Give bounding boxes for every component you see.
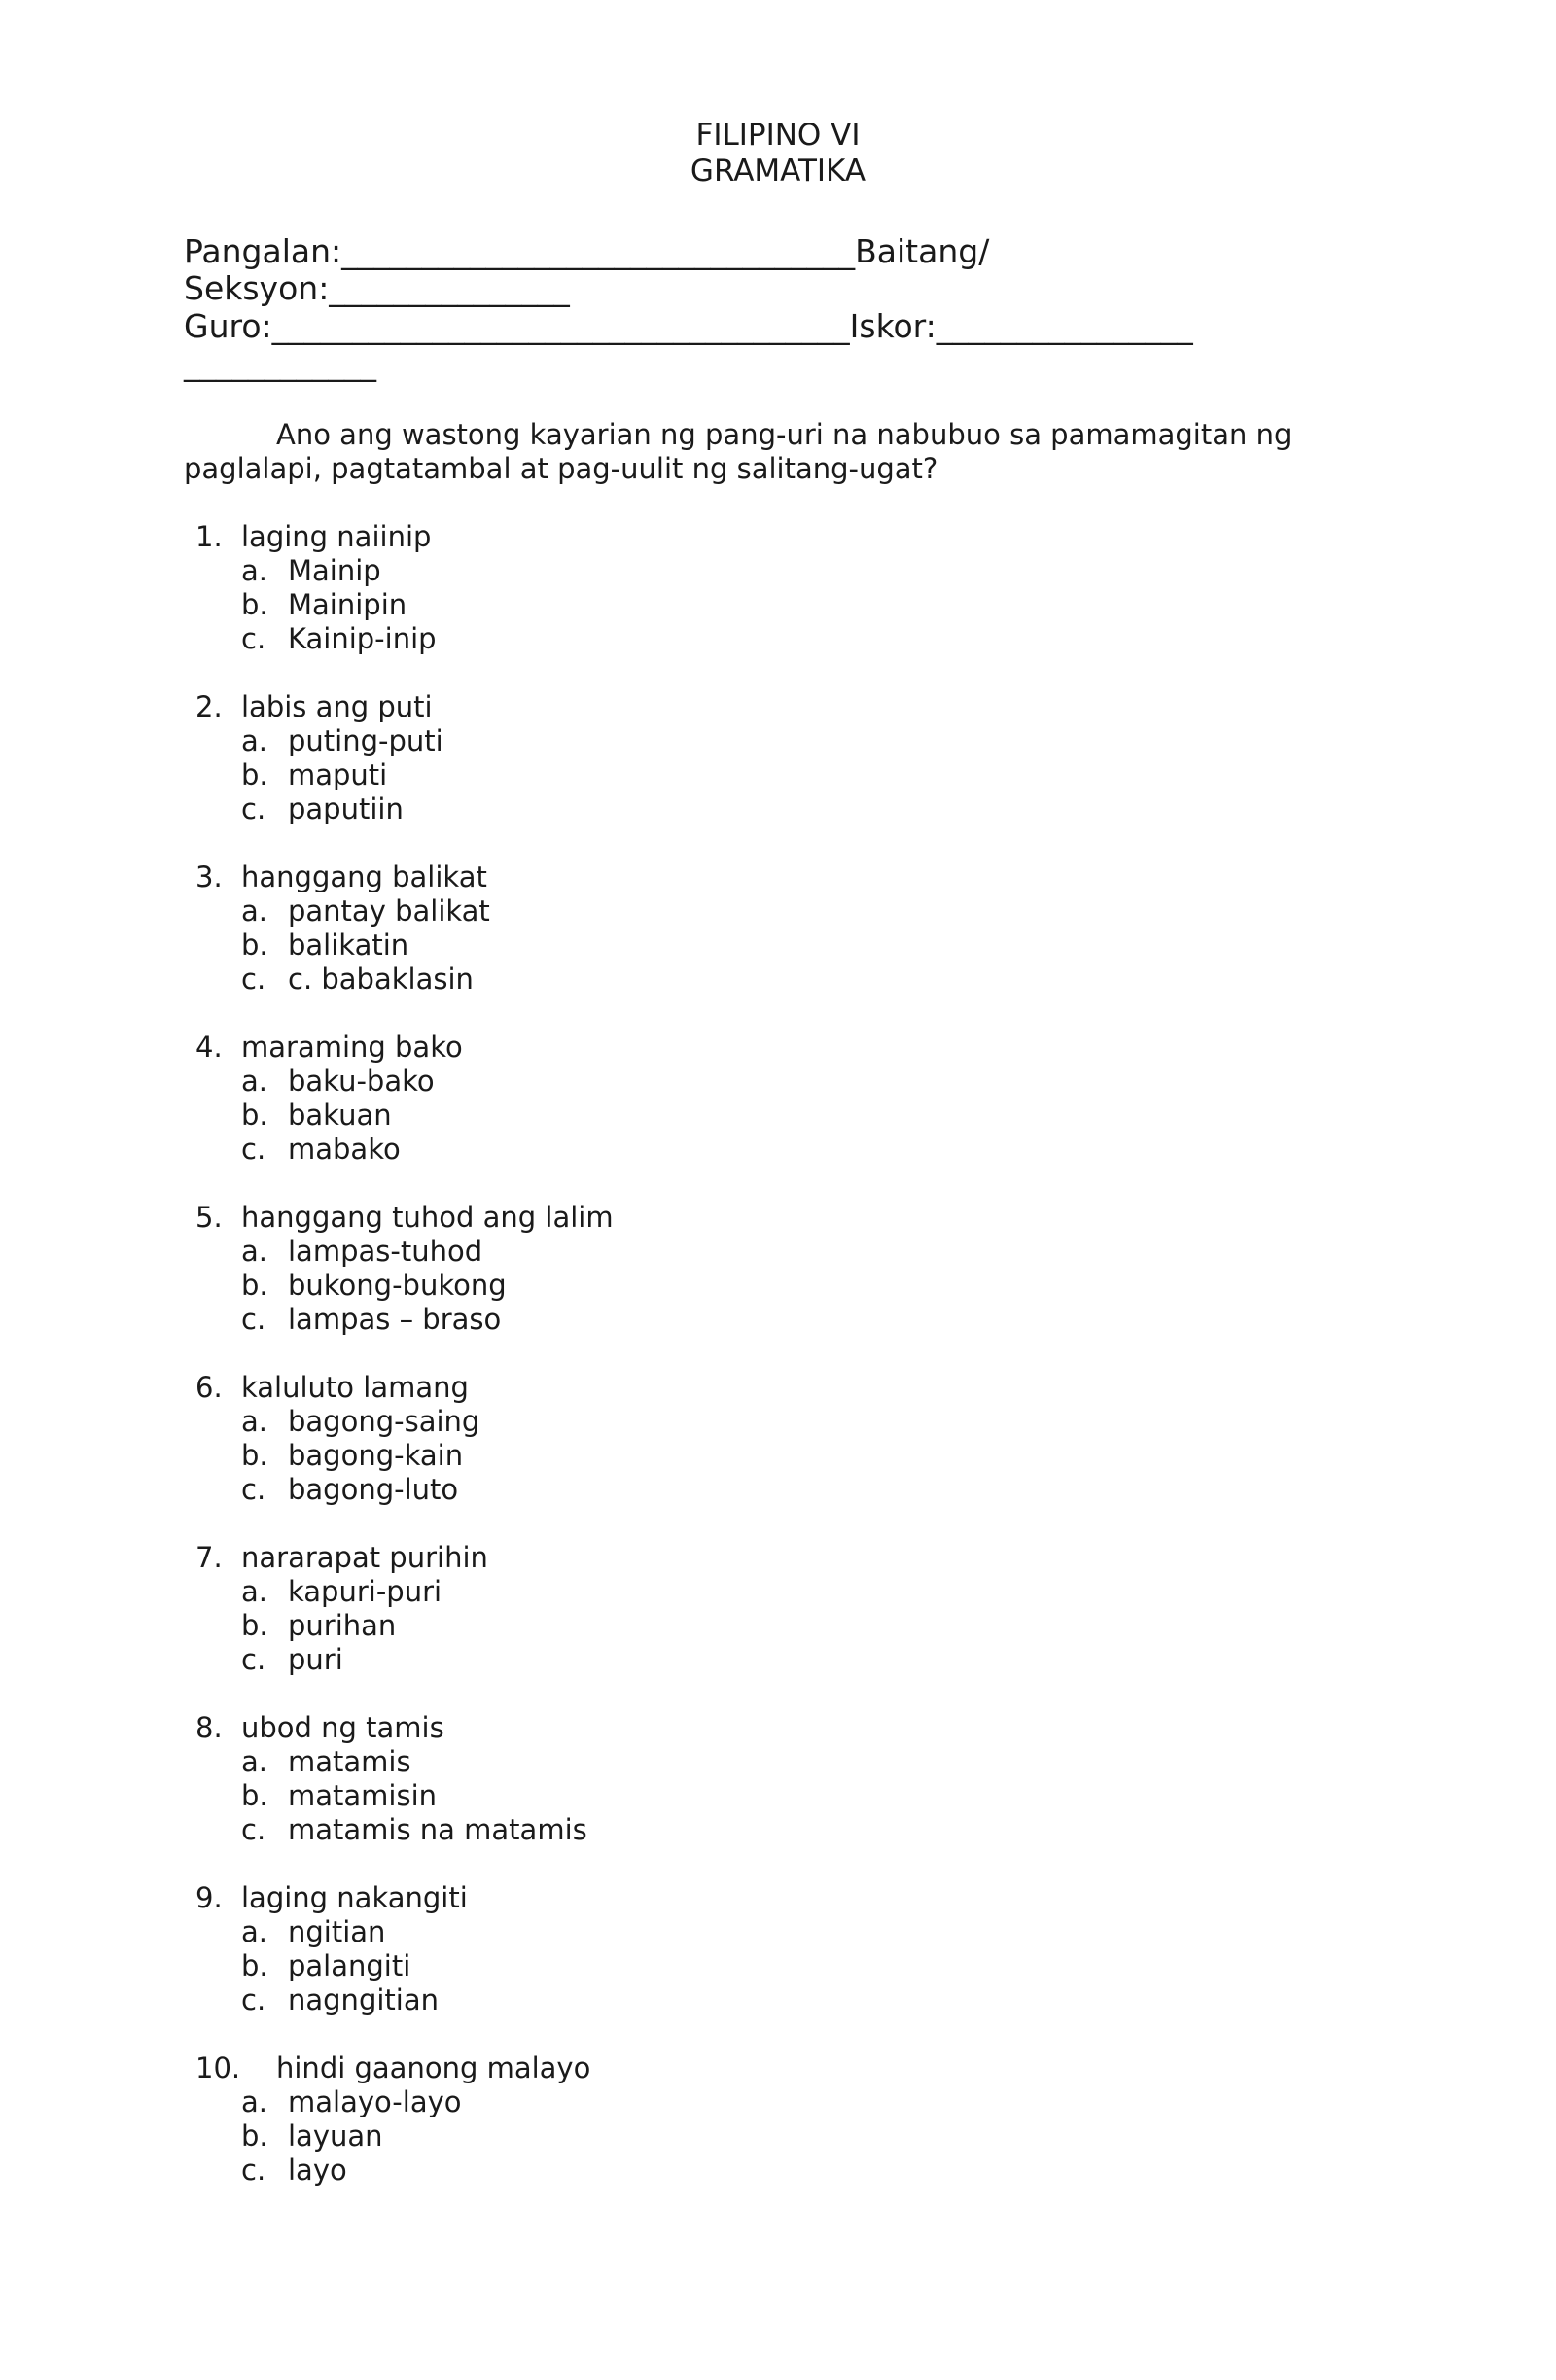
option-letter: c. [241, 962, 266, 996]
option-text: c. babaklasin [288, 962, 474, 996]
option-letter: b. [241, 1779, 268, 1812]
option-text: Kainip-inip [288, 622, 437, 655]
question-item [0, 1541, 1556, 1711]
option-letter: b. [241, 1609, 268, 1642]
option-text: bukong-bukong [288, 1269, 507, 1302]
option-letter: c. [241, 1303, 266, 1336]
question-number: 2. [195, 690, 223, 723]
option-text: bagong-luto [288, 1473, 459, 1506]
option-text: matamis na matamis [288, 1813, 587, 1846]
option-letter: b. [241, 1099, 268, 1132]
question-text: kaluluto lamang [241, 1371, 469, 1404]
question-number: 8. [195, 1711, 223, 1744]
option-letter: a. [241, 724, 267, 757]
question-item [0, 1881, 1556, 2051]
option-letter: a. [241, 894, 267, 928]
question-text: maraming bako [241, 1031, 463, 1064]
option-letter: c. [241, 622, 266, 655]
option-text: maputi [288, 758, 388, 791]
question-text: ubod ng tamis [241, 1711, 444, 1744]
option-letter: a. [241, 1745, 267, 1778]
option-text: lampas – braso [288, 1303, 502, 1336]
option-letter: c. [241, 1813, 266, 1846]
option-text: lampas-tuhod [288, 1235, 483, 1268]
section-line: Seksyon:_______________ [184, 269, 570, 307]
option-text: paputiin [288, 792, 404, 825]
question-number: 4. [195, 1031, 223, 1064]
option-letter: b. [241, 1269, 268, 1302]
question-text: nararapat purihin [241, 1541, 488, 1574]
option-letter: a. [241, 1235, 267, 1268]
option-letter: b. [241, 588, 268, 621]
option-text: nagngitian [288, 1983, 439, 2016]
option-text: mabako [288, 1133, 401, 1166]
option-letter: a. [241, 1915, 267, 1948]
option-letter: b. [241, 758, 268, 791]
option-text: layuan [288, 2119, 383, 2152]
question-text: hindi gaanong malayo [276, 2051, 591, 2084]
question-text: hanggang tuhod ang lalim [241, 1201, 614, 1234]
question-item [0, 1371, 1556, 1541]
option-letter: c. [241, 1983, 266, 2016]
option-letter: a. [241, 2085, 267, 2118]
option-text: kapuri-puri [288, 1575, 442, 1608]
question-item [0, 860, 1556, 1031]
option-letter: b. [241, 2119, 268, 2152]
option-letter: c. [241, 1473, 266, 1506]
option-letter: c. [241, 792, 266, 825]
option-text: Mainipin [288, 588, 407, 621]
option-letter: c. [241, 2153, 266, 2187]
question-text: labis ang puti [241, 690, 433, 723]
score-blank-continuation: ____________ [184, 344, 376, 382]
option-text: baku-bako [288, 1065, 435, 1098]
question-text: laging nakangiti [241, 1881, 468, 1914]
instructions: Ano ang wastong kayarian ng pang-uri na nabubuo sa pamamagitan ng paglalapi, pagtatambal at pag-uulit ng salitang-ugat? [184, 418, 1292, 485]
option-text: puting-puti [288, 724, 443, 757]
option-text: balikatin [288, 928, 409, 962]
question-number: 5. [195, 1201, 223, 1234]
option-letter: c. [241, 1643, 266, 1676]
option-text: matamis [288, 1745, 411, 1778]
question-item [0, 690, 1556, 860]
question-item [0, 520, 1556, 690]
option-letter: a. [241, 1575, 267, 1608]
question-number: 7. [195, 1541, 223, 1574]
option-text: layo [288, 2153, 347, 2187]
question-text: hanggang balikat [241, 860, 487, 893]
option-text: bakuan [288, 1099, 392, 1132]
question-list [0, 520, 1556, 2222]
option-text: ngitian [288, 1915, 386, 1948]
option-text: malayo-layo [288, 2085, 462, 2118]
option-letter: c. [241, 1133, 266, 1166]
option-text: purihan [288, 1609, 397, 1642]
option-text: matamisin [288, 1779, 438, 1812]
option-letter: b. [241, 1439, 268, 1472]
teacher-score-line: Guro:____________________________________Iskor:________________ [184, 307, 1193, 345]
option-letter: a. [241, 1065, 267, 1098]
option-text: pantay balikat [288, 894, 490, 928]
question-number: 9. [195, 1881, 223, 1914]
name-grade-line: Pangalan:________________________________Baitang/ [184, 232, 990, 270]
question-number: 1. [195, 520, 223, 553]
question-number: 10. [195, 2051, 241, 2084]
document-subtitle: GRAMATIKA [690, 154, 866, 189]
document-title: FILIPINO VI [695, 118, 861, 153]
option-letter: a. [241, 554, 267, 587]
option-text: puri [288, 1643, 343, 1676]
question-number: 6. [195, 1371, 223, 1404]
question-item [0, 1201, 1556, 1371]
option-letter: b. [241, 1949, 268, 1982]
option-letter: a. [241, 1405, 267, 1438]
question-item [0, 2051, 1556, 2222]
question-item [0, 1711, 1556, 1881]
question-text: laging naiinip [241, 520, 432, 553]
option-text: palangiti [288, 1949, 411, 1982]
option-text: Mainip [288, 554, 381, 587]
option-text: bagong-kain [288, 1439, 464, 1472]
question-item [0, 1031, 1556, 1201]
question-number: 3. [195, 860, 223, 893]
option-text: bagong-saing [288, 1405, 480, 1438]
option-letter: b. [241, 928, 268, 962]
